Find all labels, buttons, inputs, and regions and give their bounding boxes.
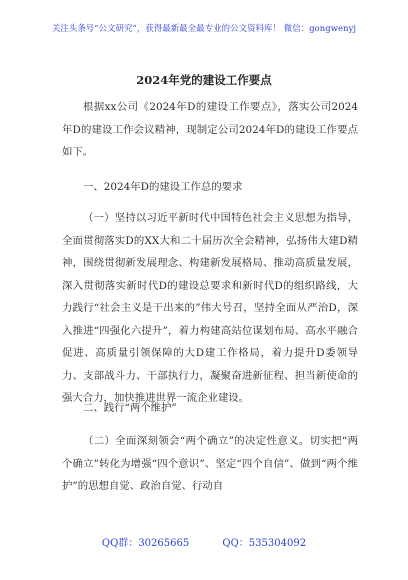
qq-number: QQ：535304092: [222, 538, 307, 549]
section-heading-2: 二、践行“两个维护”: [83, 402, 177, 414]
section-heading-1: 一、2024年D的建设工作总的要求: [83, 181, 243, 193]
section-1-paragraph: （一）坚持以习近平新时代中国特色社会主义思想为指导，全面贯彻落实D的XX大和二十届历次全会精神，弘扬伟大建D精神，围绕贯彻新发展理念、构建新发展格局、推动高质量发展，深入贯彻落实新时代D的建设总要求和新时代D的组织路线，大力践行“社会主义是干出来的”伟大号召，坚持全面从严治D，深入推进“四强化六提升”，着力构建高站位谋划布局、高水平融合促进、高质量引领保障的大D建工作格局，着力提升D委领导力、支部战斗力、干部执行力，凝聚奋进新征程、担当新使命的强大合力，加快推进世界一流企业建设。: [62, 212, 358, 404]
section-2-paragraph: （二）全面深刻领会“两个确立”的决定性意义。切实把“两个确立”转化为增强“四个意识”、坚定“四个自信”、做到“两个维护”的思想自觉、政治自觉、行动自: [62, 435, 358, 492]
qq-group-number: QQ群：30265665: [101, 538, 190, 549]
document-title: 2024年党的建设工作要点: [136, 73, 272, 87]
header-banner: 关注头条号“公文研究”，获得最新最全最专业的公文资料库！ 微信：gongwenyj: [51, 23, 357, 33]
intro-paragraph: 根据xx公司《2024年D的建设工作要点》，落实公司2024年D的建设工作会议精神，现制定公司2024年D的建设工作要点如下。: [62, 101, 358, 158]
footer-contact: [0, 534, 408, 549]
